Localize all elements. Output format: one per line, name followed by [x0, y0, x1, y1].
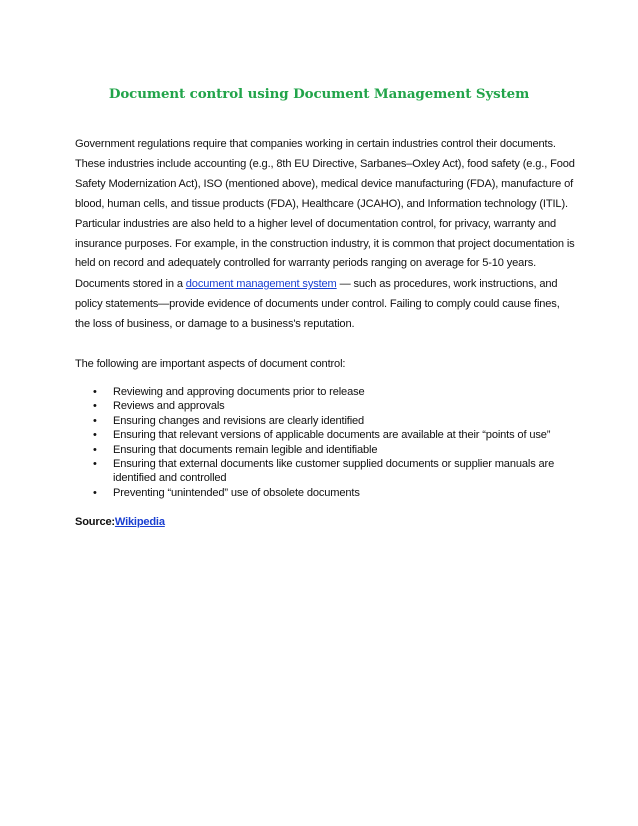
list-item	[93, 399, 573, 413]
paragraph-regulations: Government regulations require that companies working in certain industries control their documents. These industries include accounting (e.g., 8th EU Directive, Sarbanes–Oxley Act), food safety (e.g., Food Safety Modernization Act), ISO (mentioned above), medical device manufacturing (FDA), manufacture of blood, human cells, and tissue products (FDA), Healthcare (JCAHO), and Information technology (ITIL). Particular industries are also held to a higher level of documentation control, for privacy, warranty and insurance purposes. For example, in the construction industry, it is common that project documentation is held on record and adequately controlled for warranty periods ranging on average for 5-10 years.	[75, 138, 575, 270]
list-item	[93, 385, 573, 399]
list-item	[93, 414, 573, 428]
bullet-icon: •	[93, 443, 97, 456]
document-management-system-link[interactable]: document management system	[185, 278, 337, 290]
document-title: Document control using Document Management System	[108, 86, 530, 102]
paragraph-dms-text-before: Documents stored in a	[75, 278, 186, 290]
bullet-icon: •	[93, 386, 97, 398]
list-item-text: Ensuring that documents remain legible and identifiable	[113, 443, 378, 456]
list-item	[93, 443, 573, 457]
bullet-icon: •	[93, 414, 97, 427]
bullet-icon: •	[93, 429, 97, 442]
list-item-text: Reviewing and approving documents prior to release	[113, 386, 365, 398]
list-item	[93, 457, 573, 486]
list-item-text: Ensuring that external documents like customer supplied documents or supplier manuals are identified and controlled	[113, 458, 555, 485]
paragraph-dms-text-after: — such as procedures, work instructions, and policy statements—provide evidence of documents under control. Failing to comply could cause fines, the loss of business, or damage to a business's reputation.	[75, 278, 560, 330]
list-item-text: Ensuring changes and revisions are clearly identified	[113, 414, 365, 427]
aspects-bullet-list	[93, 385, 573, 500]
source-line	[75, 514, 165, 530]
list-item	[93, 486, 573, 500]
list-item-text: Preventing “unintended” use of obsolete documents	[113, 486, 360, 499]
bullet-icon: •	[93, 400, 97, 413]
list-item-text: Ensuring that relevant versions of applicable documents are available at their “points of use”	[113, 429, 551, 442]
paragraph-dms	[75, 275, 575, 335]
source-label: Source:	[75, 516, 115, 528]
list-item	[93, 428, 573, 442]
paragraph-aspects-intro: The following are important aspects of document control:	[75, 358, 346, 370]
bullet-icon: •	[93, 486, 97, 499]
wikipedia-link[interactable]: Wikipedia	[114, 516, 165, 528]
list-item-text: Reviews and approvals	[113, 400, 225, 413]
bullet-icon: •	[93, 458, 97, 471]
